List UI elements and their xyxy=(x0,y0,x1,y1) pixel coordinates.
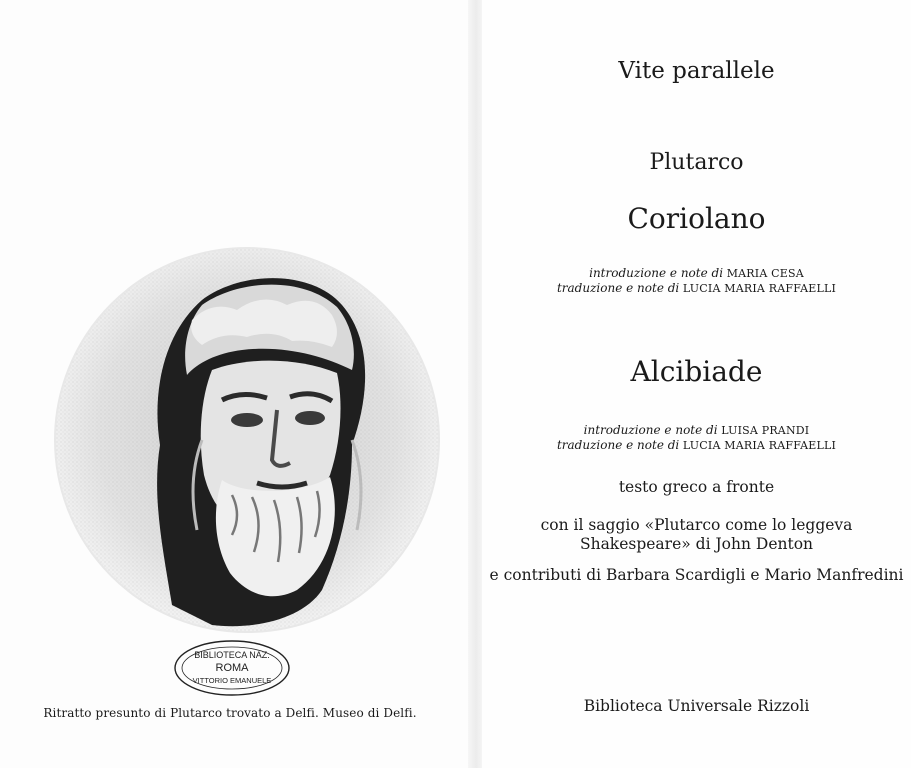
stamp-line-2: ROMA xyxy=(215,662,249,674)
credits-coriolano xyxy=(482,266,911,296)
essay-line-2: Shakespeare» di John Denton xyxy=(579,535,814,553)
portrait-caption: Ritratto presunto di Plutarco trovato a Delfi. Museo di Delfi. xyxy=(43,706,417,720)
stamp-line-1: BIBLIOTECA NAZ. xyxy=(194,650,270,660)
essay-note xyxy=(482,516,911,554)
author-name: Plutarco xyxy=(649,150,744,175)
greek-text-note: testo greco a fronte xyxy=(618,478,775,496)
essay-line-1: con il saggio «Plutarco come lo leggeva xyxy=(540,516,853,534)
work-title-coriolano: Coriolano xyxy=(627,202,766,235)
credit-translation xyxy=(482,281,911,296)
credit-intro-label: introduzione e note di xyxy=(589,266,724,280)
credits-alcibiade xyxy=(482,423,911,453)
stamp-line-3: VITTORIO EMANUELE xyxy=(192,676,272,685)
credit-trans-name: LUCIA MARIA RAFFAELLI xyxy=(682,282,837,295)
credit-trans-name: LUCIA MARIA RAFFAELLI xyxy=(682,439,837,452)
contributors-note: e contributi di Barbara Scardigli e Mario Manfredini xyxy=(489,566,904,584)
credit-intro-name: LUISA PRANDI xyxy=(721,424,810,437)
bust-portrait-icon xyxy=(52,245,442,635)
library-stamp xyxy=(172,638,292,698)
credit-translation xyxy=(482,438,911,453)
credit-intro-label: introduzione e note di xyxy=(583,423,718,437)
credit-trans-label: traduzione e note di xyxy=(556,438,680,452)
credit-intro xyxy=(482,266,911,281)
publisher-name: Biblioteca Universale Rizzoli xyxy=(583,697,810,715)
credit-trans-label: traduzione e note di xyxy=(556,281,680,295)
title-page xyxy=(482,0,911,768)
series-title: Vite parallele xyxy=(618,58,775,84)
credit-intro xyxy=(482,423,911,438)
credit-intro-name: MARIA CESA xyxy=(726,267,804,280)
work-title-alcibiade: Alcibiade xyxy=(630,355,763,388)
